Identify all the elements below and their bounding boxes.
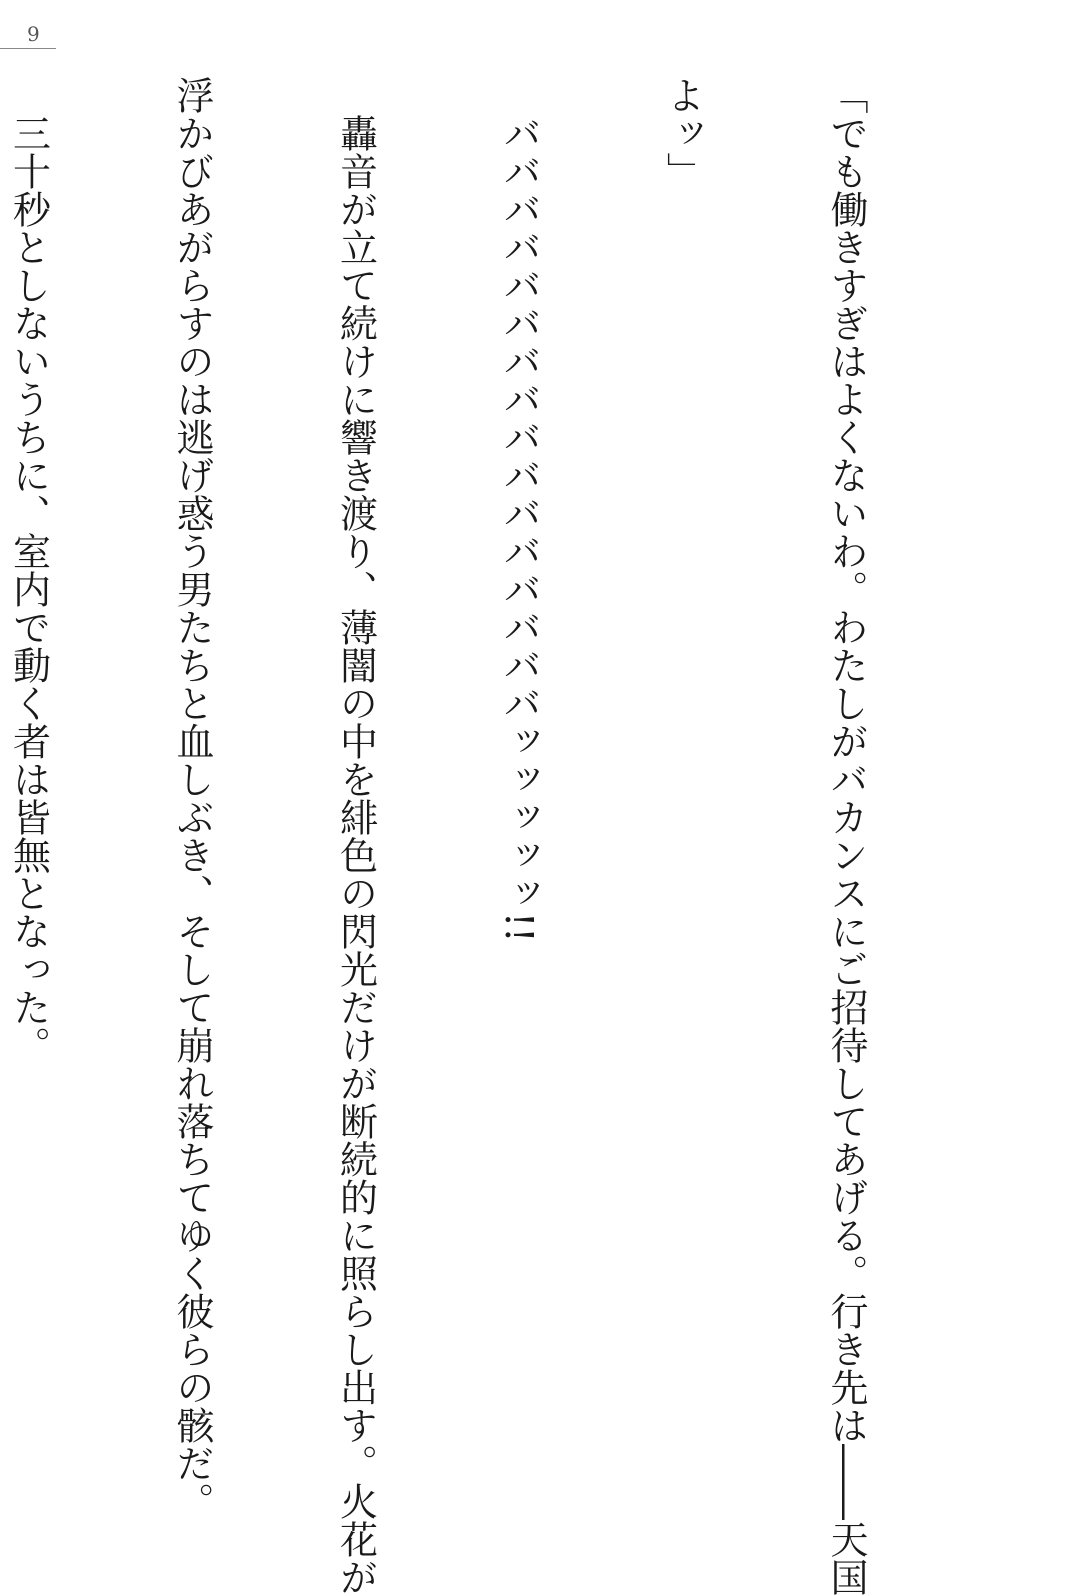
text-line: 浮かびあがらすのは逃げ惑う男たちと血しぶき、そして崩れ落ちてゆく彼らの骸だ。: [170, 76, 214, 1520]
page-number: 9: [27, 22, 41, 46]
vertical-text-body: [0, 76, 982, 1596]
page-number-rule: [0, 48, 56, 49]
text-line: ババババババババババババババババッッッッッ!!: [497, 76, 541, 943]
text-line: 轟音が立て続けに響き渡り、薄闇の中を緋色の閃光だけが断続的に照らし出す。火花が: [333, 76, 378, 1596]
text-line: 「でも働きすぎはよくないわ。わたしがバカンスにご招待してあげる。行き先は――天国: [824, 76, 868, 1596]
text-line: よッ」: [660, 76, 705, 190]
text-line: 三十秒としないうちに、室内で動く者は皆無となった。: [6, 76, 51, 1064]
